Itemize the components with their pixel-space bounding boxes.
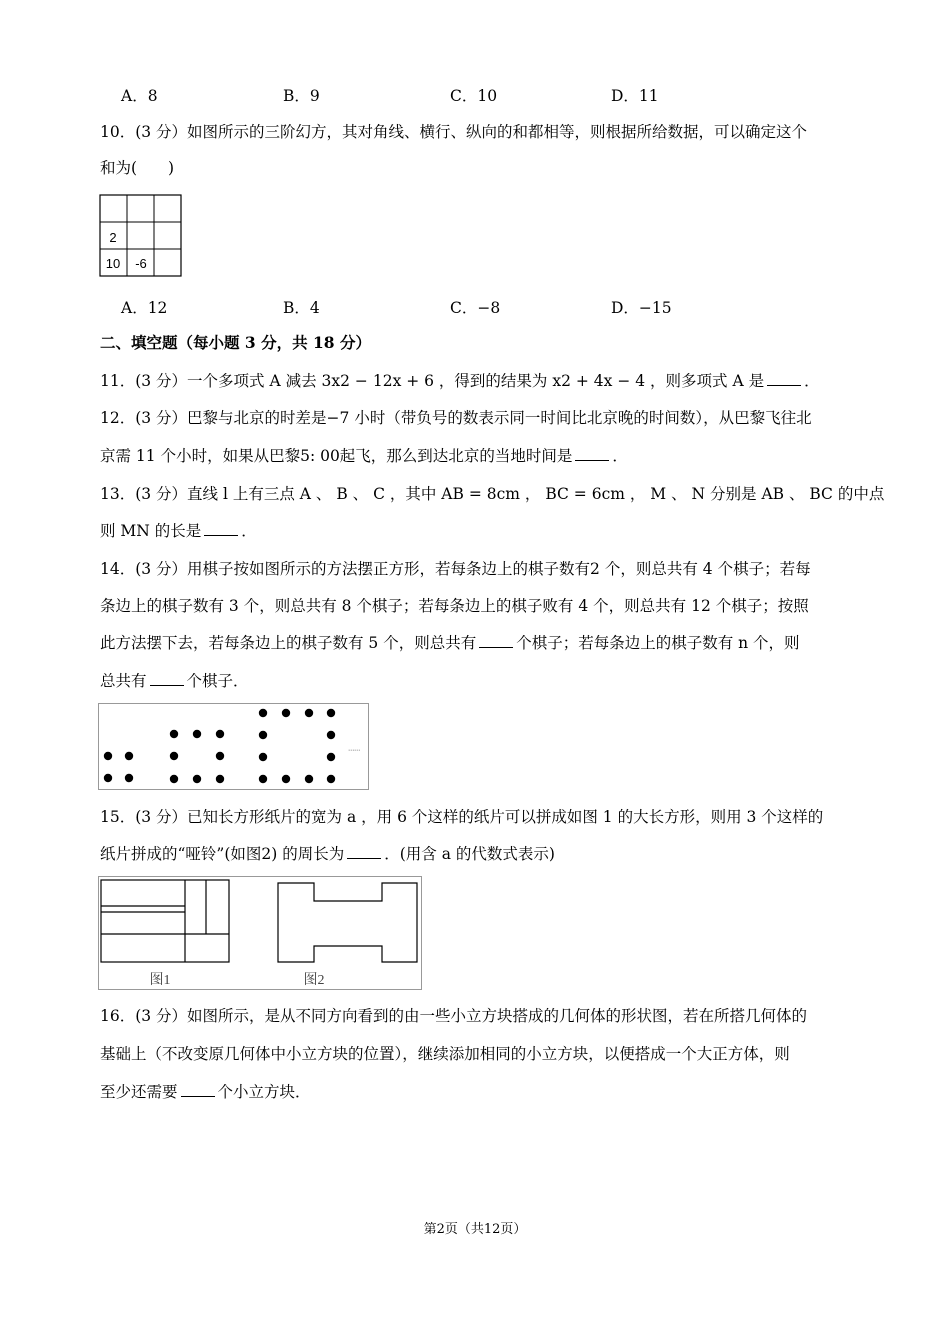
- answer-blank: [575, 446, 609, 461]
- q10-option-a: A．12: [121, 299, 168, 317]
- q13-text: 则 MN 的长是: [100, 522, 202, 540]
- q16-line1: 16．(3 分）如图所示，是从不同方向看到的由一些小立方块搭成的几何体的形状图，若在所搭几何体的: [100, 1007, 808, 1025]
- q10-line1: 10．(3 分）如图所示的三阶幻方，其对角线、横行、纵向的和都相等，则根据所给数据，可以确定这个: [100, 123, 808, 141]
- q14-line4: [100, 671, 249, 691]
- q15-text2b: ．(用含 a 的代数式表示): [384, 845, 555, 863]
- q9-option-a: A．8: [121, 87, 158, 105]
- fig1-label: 图1: [149, 973, 171, 988]
- q11-line: [100, 371, 820, 391]
- grid-cell: -6: [135, 256, 147, 271]
- q14-text3b: 个棋子；若每条边上的棋子数有 n 个，则: [516, 634, 800, 652]
- q9-option-d: D．11: [611, 87, 659, 105]
- q15-line1: 15．(3 分）已知长方形纸片的宽为 a ，用 6 个这样的纸片可以拼成如图 1 的大长方形，则用 3 个这样的: [100, 808, 824, 826]
- q16-line2: 基础上（不改变原几何体中小立方块的位置），继续添加相同的小立方块，以便搭成一个大正方体，则: [100, 1045, 790, 1063]
- magic-square-figure: [99, 194, 185, 278]
- q13-line1: 13．(3 分）直线 l 上有三点 A 、 B 、 C ，其中 AB = 8cm ， BC = 6cm ， M 、 N 分别是 AB 、 BC 的中点: [100, 485, 885, 503]
- answer-blank: [479, 633, 513, 648]
- grid-cell: 2: [109, 230, 117, 245]
- answer-blank: [150, 671, 184, 686]
- page-footer: 第2页（共12页）: [423, 1222, 527, 1237]
- q10-option-b: B．4: [283, 299, 320, 317]
- q16-text3b: 个小立方块．: [217, 1083, 311, 1101]
- q9-option-b: B．9: [283, 87, 320, 105]
- grid-cell: 10: [105, 256, 121, 271]
- q12-line2: [100, 446, 628, 466]
- q13-line2: [100, 521, 257, 541]
- rectangle-dumbbell-figure: [98, 876, 424, 991]
- chess-pieces-figure: [98, 703, 370, 791]
- answer-blank: [347, 844, 381, 859]
- q11-text: 11．(3 分）一个多项式 A 减去 3x2 − 12x + 6 ，得到的结果为 x2 + 4x − 4 ，则多项式 A 是: [100, 372, 765, 390]
- answer-blank: [767, 371, 801, 386]
- q15-text2a: 纸片拼成的“哑铃”(如图2) 的周长为: [100, 845, 345, 863]
- q9-option-c: C．10: [450, 87, 498, 105]
- q14-line2: 条边上的棋子数有 3 个，则总共有 8 个棋子；若每条边上的棋子败有 4 个，则总共有 12 个棋子；按照: [100, 597, 809, 615]
- q14-line1: 14．(3 分）用棋子按如图所示的方法摆正方形，若每条边上的棋子数有2 个，则总共有 4 个棋子；若每: [100, 560, 811, 578]
- q12-line1: 12．(3 分）巴黎与北京的时差是−7 小时（带负号的数表示同一时间比北京晚的时间数），从巴黎飞往北: [100, 409, 812, 427]
- q14-line3: [100, 633, 800, 653]
- answer-blank: [181, 1082, 215, 1097]
- q15-line2: [100, 844, 555, 864]
- answer-blank: [204, 521, 238, 536]
- q16-line3: [100, 1082, 311, 1102]
- q14-text4b: 个棋子．: [186, 672, 249, 690]
- fig2-label: 图2: [303, 973, 325, 988]
- q16-text3a: 至少还需要: [100, 1083, 178, 1101]
- q14-text4a: 总共有: [100, 672, 147, 690]
- q10-option-c: C．−8: [450, 299, 501, 317]
- q13-end: ．: [241, 522, 257, 540]
- section2-title: 二、填空题（每小题 3 分，共 18 分）: [100, 333, 371, 352]
- q10-option-d: D．−15: [611, 299, 672, 317]
- ellipsis-mark: ⋯⋯: [348, 747, 360, 754]
- q12-end: ．: [612, 447, 628, 465]
- q10-line2: 和为( ): [100, 159, 175, 177]
- q11-end: ．: [804, 372, 820, 390]
- q12-text: 京需 11 个小时，如果从巴黎5: 00起飞，那么到达北京的当地时间是: [100, 447, 573, 465]
- q14-text3a: 此方法摆下去，若每条边上的棋子数有 5 个，则总共有: [100, 634, 477, 652]
